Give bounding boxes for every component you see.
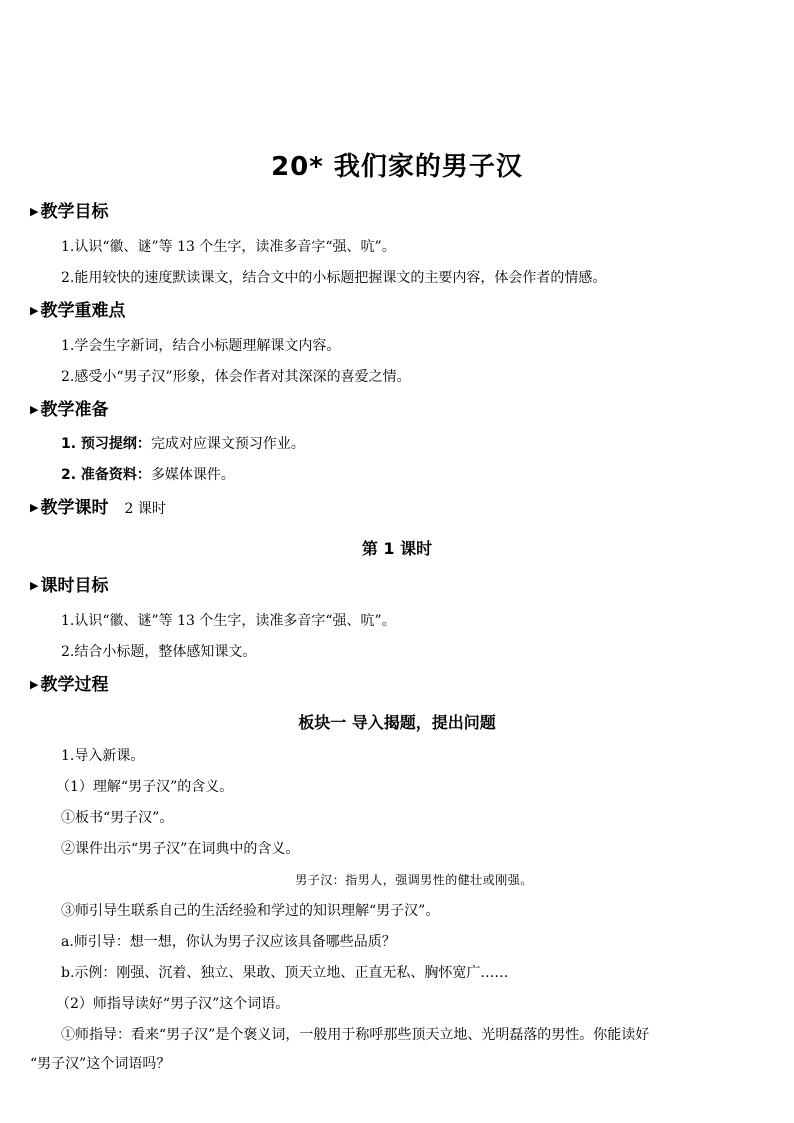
- dictionary-definition: 男子汉：指男人，强调男性的健壮或刚强。: [295, 873, 533, 887]
- paragraph: 1.导入新课。: [61, 748, 145, 764]
- prep-text: 完成对应课文预习作业。: [150, 436, 305, 452]
- paragraph: 2.能用较快的速度默读课文，结合文中的小标题把握课文的主要内容，体会作者的情感。: [61, 270, 607, 286]
- class-hours-value: 2 课时: [124, 501, 166, 517]
- paragraph: 2.感受小“男子汉”形象，体会作者对其深深的喜爱之情。: [61, 369, 411, 385]
- paragraph: 1.认识“徽、谜”等 13 个生字，读准多音字“强、吭”。: [61, 239, 396, 255]
- heading-text: 教学重难点: [40, 301, 126, 321]
- triangle-bullet-icon: ▶: [30, 304, 39, 317]
- paragraph: ②课件出示“男子汉”在词典中的含义。: [61, 841, 300, 857]
- paragraph: ①板书“男子汉”。: [61, 810, 174, 826]
- paragraph: （2）师指导读好“男子汉”这个词语。: [56, 996, 290, 1012]
- triangle-bullet-icon: ▶: [30, 501, 39, 514]
- prep-item: [61, 434, 305, 454]
- paragraph: b.示例：刚强、沉着、独立、果敢、顶天立地、正直无私、胸怀宽广……: [61, 965, 509, 981]
- paragraph: 1.学会生字新词，结合小标题理解课文内容。: [61, 338, 341, 354]
- heading-text: 教学目标: [40, 202, 109, 222]
- heading-text: 教学课时: [40, 498, 109, 518]
- heading-text: 课时目标: [40, 576, 109, 596]
- triangle-bullet-icon: ▶: [30, 205, 39, 218]
- heading-class-hours: [30, 497, 166, 520]
- heading-text: 教学准备: [40, 400, 109, 420]
- prep-text: 多媒体课件。: [150, 467, 235, 483]
- heading-preparation: [30, 399, 108, 421]
- prep-label: 2. 准备资料：: [61, 467, 151, 483]
- heading-lesson-goals: [30, 575, 108, 597]
- lesson-title: 第 1 课时: [361, 539, 433, 558]
- triangle-bullet-icon: ▶: [30, 678, 39, 691]
- triangle-bullet-icon: ▶: [30, 403, 39, 416]
- paragraph: a.师引导：想一想，你认为男子汉应该具备哪些品质？: [61, 934, 396, 950]
- paragraph: （1）理解“男子汉”的含义。: [56, 779, 234, 795]
- paragraph: 2.结合小标题，整体感知课文。: [61, 644, 257, 660]
- block-title: 板块一 导入揭题，提出问题: [298, 713, 496, 732]
- heading-teaching-process: [30, 674, 108, 696]
- heading-text: 教学过程: [40, 675, 109, 695]
- page-title: 20* 我们家的男子汉: [271, 152, 523, 182]
- triangle-bullet-icon: ▶: [30, 579, 39, 592]
- paragraph: ③师引导生联系自己的生活经验和学过的知识理解“男子汉”。: [61, 903, 440, 919]
- heading-teaching-goals: [30, 201, 108, 223]
- prep-label: 1. 预习提纲：: [61, 436, 151, 452]
- paragraph: 1.认识“徽、谜”等 13 个生字，读准多音字“强、吭”。: [61, 613, 396, 629]
- paragraph: “男子汉”这个词语吗？: [30, 1056, 171, 1072]
- paragraph: ①师指导：看来“男子汉”是个褒义词，一般用于称呼那些顶天立地、光明磊落的男性。你能读好: [61, 1027, 650, 1043]
- heading-key-points: [30, 300, 125, 322]
- prep-item: [61, 465, 235, 485]
